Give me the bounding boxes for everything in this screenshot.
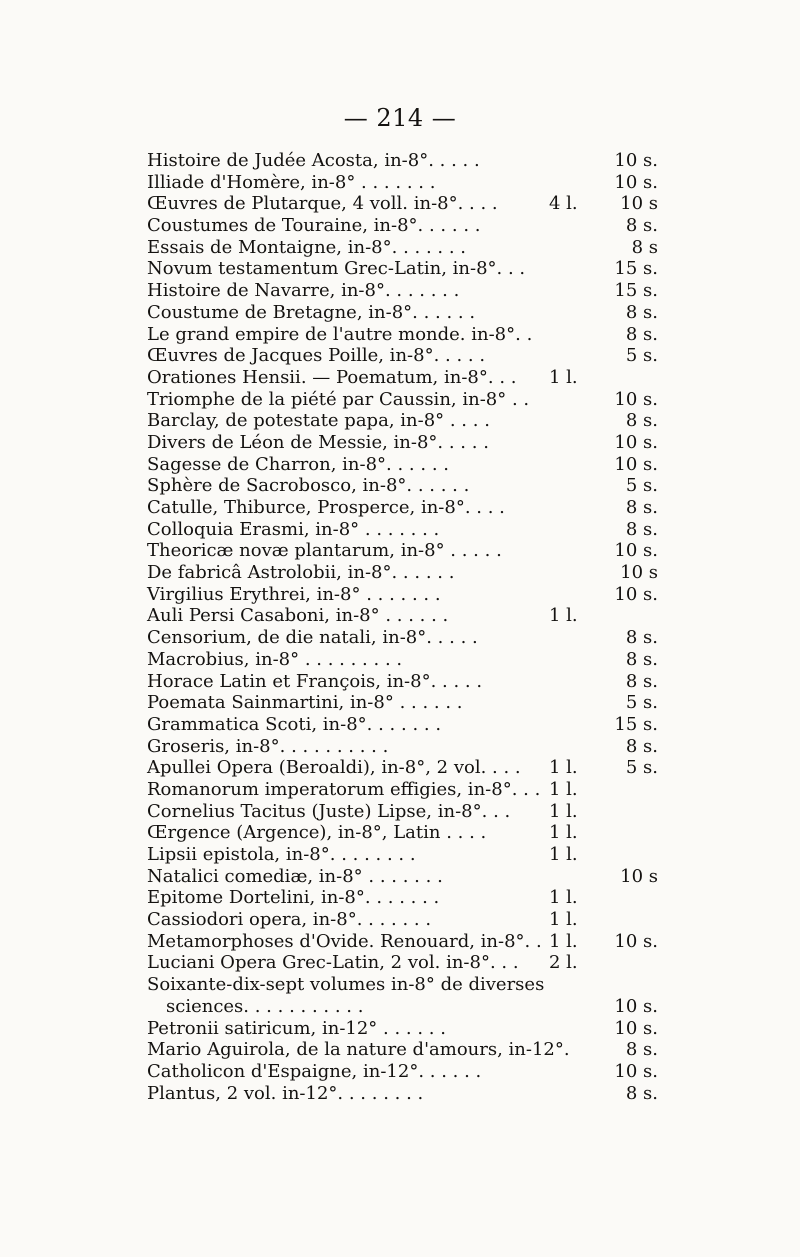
- entry-title: Apullei Opera (Beroaldi), in-8°, 2 vol. . . .: [147, 757, 521, 779]
- entry-price-sous: 8 s.: [625, 670, 658, 692]
- entry-title: Virgilius Erythrei, in-8° . . . . . . .: [147, 583, 441, 605]
- entry-price-pounds: 2 l.: [549, 952, 578, 974]
- entry-price-sous: 8 s.: [625, 1082, 658, 1104]
- entry-title: Œuvres de Jacques Poille, in-8°. . . . .: [147, 345, 486, 367]
- list-item: [0, 562, 800, 584]
- list-item: [0, 1039, 800, 1061]
- entry-price-sous: 10 s.: [614, 995, 658, 1017]
- entry-title: Romanorum imperatorum effigies, in-8°. . .: [147, 778, 541, 800]
- entry-title: Groseris, in-8°. . . . . . . . . .: [147, 735, 389, 757]
- list-item: [0, 909, 800, 931]
- entry-title: Coustume de Bretagne, in-8°. . . . . .: [147, 301, 476, 323]
- entry-price-pounds: 1 l.: [549, 800, 578, 822]
- entry-title: Censorium, de die natali, in-8°. . . . .: [147, 627, 478, 649]
- list-item: [0, 801, 800, 823]
- entry-price-pounds: 1 l.: [549, 909, 578, 931]
- list-item: [0, 258, 800, 280]
- list-item: [0, 389, 800, 411]
- entry-title: Orationes Hensii. — Poematum, in-8°. . .: [147, 366, 517, 388]
- entry-title: Sphère de Sacrobosco, in-8°. . . . . .: [147, 475, 470, 497]
- entry-price-sous: 10 s: [620, 865, 658, 887]
- entry-title: Barclay, de potestate papa, in-8° . . . .: [147, 410, 490, 432]
- list-item: [0, 627, 800, 649]
- entry-price-sous: 8 s.: [625, 518, 658, 540]
- entry-price-sous: 10 s: [620, 193, 658, 215]
- entry-title: Triomphe de la piété par Caussin, in-8° . .: [147, 388, 530, 410]
- entry-price-sous: 10 s.: [614, 1017, 658, 1039]
- list-item: [0, 367, 800, 389]
- list-item: [0, 974, 800, 996]
- entry-title: Colloquia Erasmi, in-8° . . . . . . .: [147, 518, 440, 540]
- list-item: [0, 475, 800, 497]
- entry-price-sous: 5 s.: [625, 345, 658, 367]
- entry-price-sous: 10 s.: [614, 583, 658, 605]
- list-item: [0, 280, 800, 302]
- entry-title: Novum testamentum Grec-Latin, in-8°. . .: [147, 258, 526, 280]
- entry-price-sous: 10 s.: [614, 171, 658, 193]
- entry-title: sciences. . . . . . . . . . .: [166, 995, 364, 1017]
- entry-price-sous: 5 s.: [625, 757, 658, 779]
- list-item: [0, 193, 800, 215]
- entry-title: Œuvres de Plutarque, 4 voll. in-8°. . . .: [147, 193, 498, 215]
- entry-title: Illiade d'Homère, in-8° . . . . . . .: [147, 171, 436, 193]
- entry-price-pounds: 1 l.: [549, 887, 578, 909]
- entry-price-pounds: 1 l.: [549, 366, 578, 388]
- entry-title: Le grand empire de l'autre monde. in-8°. .: [147, 323, 533, 345]
- list-item: [0, 497, 800, 519]
- list-item: [0, 540, 800, 562]
- entry-price-sous: 8 s.: [625, 735, 658, 757]
- entry-title: Soixante-dix-sept volumes in-8° de diverses: [147, 974, 545, 996]
- entry-title: Plantus, 2 vol. in-12°. . . . . . . .: [147, 1082, 424, 1104]
- entry-price-sous: 15 s.: [614, 280, 658, 302]
- entry-title: Theoricæ novæ plantarum, in-8° . . . . .: [147, 540, 502, 562]
- entry-price-sous: 8 s.: [625, 215, 658, 237]
- entry-title: Poemata Sainmartini, in-8° . . . . . .: [147, 692, 463, 714]
- catalog-list: [0, 150, 800, 1104]
- entry-title: Histoire de Judée Acosta, in-8°. . . . .: [147, 150, 480, 171]
- list-item: [0, 996, 800, 1018]
- list-item: [0, 866, 800, 888]
- entry-price-sous: 10 s.: [614, 930, 658, 952]
- list-item: [0, 649, 800, 671]
- entry-price-sous: 10 s.: [614, 431, 658, 453]
- list-item: [0, 931, 800, 953]
- entry-price-sous: 15 s.: [614, 713, 658, 735]
- entry-title: Cassiodori opera, in-8°. . . . . . .: [147, 909, 432, 931]
- entry-price-sous: 10 s.: [614, 540, 658, 562]
- entry-title: Petronii satiricum, in-12° . . . . . .: [147, 1017, 446, 1039]
- entry-price-sous: 10 s.: [614, 1060, 658, 1082]
- entry-title: Metamorphoses d'Ovide. Renouard, in-8°. .: [147, 930, 542, 952]
- list-item: [0, 410, 800, 432]
- list-item: [0, 1083, 800, 1105]
- list-item: [0, 237, 800, 259]
- entry-price-sous: 5 s.: [625, 692, 658, 714]
- list-item: [0, 605, 800, 627]
- list-item: [0, 822, 800, 844]
- entry-price-sous: 8 s: [631, 236, 658, 258]
- list-item: [0, 345, 800, 367]
- list-item: [0, 150, 800, 172]
- entry-price-pounds: 1 l.: [549, 757, 578, 779]
- list-item: [0, 584, 800, 606]
- list-item: [0, 952, 800, 974]
- list-item: [0, 1018, 800, 1040]
- entry-title: Catholicon d'Espaigne, in-12°. . . . . .: [147, 1060, 482, 1082]
- entry-price-sous: 10 s.: [614, 453, 658, 475]
- entry-price-pounds: 1 l.: [549, 822, 578, 844]
- list-item: [0, 844, 800, 866]
- list-item: [0, 757, 800, 779]
- entry-price-sous: 15 s.: [614, 258, 658, 280]
- entry-title: De fabricâ Astrolobii, in-8°. . . . . .: [147, 562, 455, 584]
- list-item: [0, 714, 800, 736]
- entry-title: Œrgence (Argence), in-8°, Latin . . . .: [147, 822, 487, 844]
- entry-price-sous: 10 s: [620, 562, 658, 584]
- list-item: [0, 432, 800, 454]
- entry-price-sous: 10 s.: [614, 388, 658, 410]
- entry-price-sous: 8 s.: [625, 410, 658, 432]
- entry-price-pounds: 1 l.: [549, 844, 578, 865]
- entry-price-sous: 5 s.: [625, 475, 658, 497]
- entry-title: Auli Persi Casaboni, in-8° . . . . . .: [147, 605, 449, 627]
- entry-price-sous: 8 s.: [625, 1039, 658, 1061]
- list-item: [0, 302, 800, 324]
- entry-price-pounds: 4 l.: [549, 193, 578, 215]
- entry-title: Lipsii epistola, in-8°. . . . . . . .: [147, 844, 416, 865]
- list-item: [0, 172, 800, 194]
- list-item: [0, 887, 800, 909]
- entry-price-sous: 8 s.: [625, 648, 658, 670]
- page-number: — 214 —: [343, 104, 457, 132]
- entry-title: Horace Latin et François, in-8°. . . . .: [147, 670, 483, 692]
- entry-title: Coustumes de Touraine, in-8°. . . . . .: [147, 215, 481, 237]
- entry-title: Divers de Léon de Messie, in-8°. . . . .: [147, 431, 489, 453]
- entry-title: Catulle, Thiburce, Prosperce, in-8°. . . .: [147, 497, 505, 518]
- entry-price-sous: 8 s.: [625, 497, 658, 518]
- list-item: [0, 519, 800, 541]
- entry-title: Essais de Montaigne, in-8°. . . . . . .: [147, 236, 467, 258]
- entry-title: Natalici comediæ, in-8° . . . . . . .: [147, 865, 443, 887]
- entry-title: Sagesse de Charron, in-8°. . . . . .: [147, 453, 449, 475]
- entry-price-sous: 10 s.: [614, 150, 658, 171]
- entry-title: Epitome Dortelini, in-8°. . . . . . .: [147, 887, 440, 909]
- entry-price-sous: 8 s.: [625, 323, 658, 345]
- entry-title: Cornelius Tacitus (Juste) Lipse, in-8°. . .: [147, 800, 511, 822]
- list-item: [0, 671, 800, 693]
- list-item: [0, 324, 800, 346]
- entry-price-sous: 8 s.: [625, 301, 658, 323]
- entry-title: Macrobius, in-8° . . . . . . . . .: [147, 648, 403, 670]
- entry-title: Mario Aguirola, de la nature d'amours, in-12°.: [147, 1039, 570, 1061]
- list-item: [0, 1061, 800, 1083]
- entry-price-pounds: 1 l.: [549, 930, 578, 952]
- entry-title: Histoire de Navarre, in-8°. . . . . . .: [147, 280, 460, 302]
- list-item: [0, 692, 800, 714]
- entry-price-sous: 8 s.: [625, 627, 658, 649]
- list-item: [0, 215, 800, 237]
- list-item: [0, 736, 800, 758]
- entry-price-pounds: 1 l.: [549, 605, 578, 627]
- entry-price-pounds: 1 l.: [549, 778, 578, 800]
- entry-title: Luciani Opera Grec-Latin, 2 vol. in-8°. . .: [147, 952, 519, 974]
- list-item: [0, 779, 800, 801]
- list-item: [0, 454, 800, 476]
- entry-title: Grammatica Scoti, in-8°. . . . . . .: [147, 713, 442, 735]
